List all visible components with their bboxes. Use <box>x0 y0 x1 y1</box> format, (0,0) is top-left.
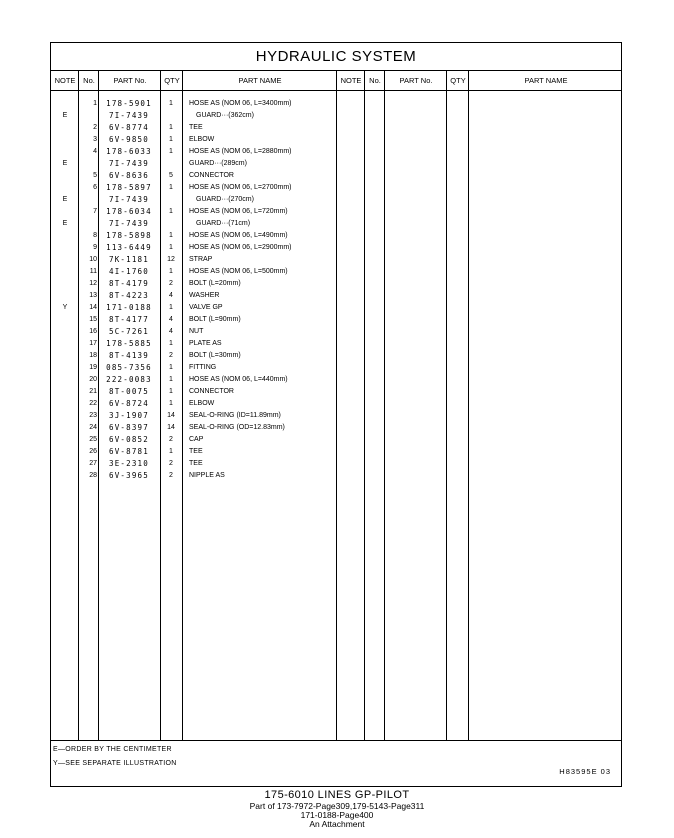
part-name: HOSE AS (NOM 06, L=490mm) <box>189 232 288 239</box>
part-name: HOSE AS (NOM 06, L=720mm) <box>189 208 288 215</box>
legend-e: E—ORDER BY THE CENTIMETER <box>53 746 172 753</box>
part-name: SEAL-O-RING (OD=12.83mm) <box>189 424 285 431</box>
quantity: 14 <box>167 424 175 431</box>
part-number: 171-0188 <box>106 303 152 312</box>
part-number: 178-6034 <box>106 207 152 216</box>
part-number: 6V-8724 <box>108 399 149 408</box>
quantity: 2 <box>169 460 173 467</box>
item-number: 28 <box>89 472 97 479</box>
part-name: GUARD···(71cm) <box>196 220 251 227</box>
quantity: 1 <box>169 184 173 191</box>
part-name: GUARD···(362cm) <box>196 112 254 119</box>
part-name: TEE <box>189 460 203 467</box>
quantity: 1 <box>169 448 173 455</box>
table-row <box>51 206 621 218</box>
table-row <box>51 290 621 302</box>
quantity: 2 <box>169 280 173 287</box>
part-number: 178-5885 <box>106 339 152 348</box>
table-row <box>51 266 621 278</box>
table-row <box>51 398 621 410</box>
item-number: 22 <box>89 400 97 407</box>
quantity: 5 <box>169 172 173 179</box>
part-number: 8T-0075 <box>108 387 149 396</box>
quantity: 14 <box>167 412 175 419</box>
part-number: 178-5897 <box>106 183 152 192</box>
part-name: HOSE AS (NOM 06, L=2900mm) <box>189 244 292 251</box>
caption-line-2: 171-0188-Page400 <box>300 810 374 820</box>
part-number: 6V-8636 <box>108 171 149 180</box>
part-number: 222-0083 <box>106 375 152 384</box>
item-number: 24 <box>89 424 97 431</box>
assembly-title: 175-6010 LINES GP-PILOT <box>264 789 410 801</box>
item-number: 4 <box>93 148 97 155</box>
note-cell: E <box>62 196 68 203</box>
table-row <box>51 122 621 134</box>
part-number: 6V-3965 <box>108 471 149 480</box>
footer-divider <box>51 740 621 741</box>
item-number: 27 <box>89 460 97 467</box>
table-row <box>51 158 621 170</box>
item-number: 5 <box>93 172 97 179</box>
table-row <box>51 194 621 206</box>
table-row <box>51 470 621 482</box>
table-row <box>51 182 621 194</box>
part-name: ELBOW <box>189 136 215 143</box>
item-number: 2 <box>93 124 97 131</box>
table-row <box>51 230 621 242</box>
note-cell: E <box>62 220 68 227</box>
quantity: 4 <box>169 316 173 323</box>
table-row <box>51 374 621 386</box>
part-number: 178-5898 <box>106 231 152 240</box>
table-row <box>51 134 621 146</box>
quantity: 1 <box>169 388 173 395</box>
quantity: 2 <box>169 436 173 443</box>
part-number: 6V-9850 <box>108 135 149 144</box>
quantity: 1 <box>169 232 173 239</box>
header-qty-2: QTY <box>450 76 466 85</box>
part-number: 7I-7439 <box>108 219 149 228</box>
part-number: 113-6449 <box>106 243 152 252</box>
item-number: 13 <box>89 292 97 299</box>
table-row <box>51 422 621 434</box>
quantity: 2 <box>169 352 173 359</box>
quantity: 2 <box>169 472 173 479</box>
table-row <box>51 410 621 422</box>
part-name: BOLT (L=30mm) <box>189 352 241 359</box>
part-name: HOSE AS (NOM 06, L=3400mm) <box>189 100 292 107</box>
quantity: 1 <box>169 100 173 107</box>
part-name: GUARD···(270cm) <box>196 196 254 203</box>
item-number: 20 <box>89 376 97 383</box>
part-name: STRAP <box>189 256 213 263</box>
part-number: 8T-4223 <box>108 291 149 300</box>
part-number: 178-5901 <box>106 99 152 108</box>
table-row <box>51 314 621 326</box>
table-row <box>51 254 621 266</box>
part-name: HOSE AS (NOM 06, L=500mm) <box>189 268 288 275</box>
part-name: ELBOW <box>189 400 215 407</box>
quantity: 1 <box>169 400 173 407</box>
part-name: CONNECTOR <box>189 388 234 395</box>
part-name: NUT <box>189 328 204 335</box>
table-row <box>51 110 621 122</box>
note-cell: Y <box>62 304 68 311</box>
table-row <box>51 446 621 458</box>
part-number: 7K-1181 <box>108 255 149 264</box>
item-number: 25 <box>89 436 97 443</box>
part-name: BOLT (L=20mm) <box>189 280 241 287</box>
quantity: 1 <box>169 148 173 155</box>
part-name: TEE <box>189 124 203 131</box>
part-name: NIPPLE AS <box>189 472 225 479</box>
part-name: HOSE AS (NOM 06, L=2700mm) <box>189 184 292 191</box>
part-name: TEE <box>189 448 203 455</box>
part-number: 6V-8781 <box>108 447 149 456</box>
part-number: 085-7356 <box>106 363 152 372</box>
part-name: HOSE AS (NOM 06, L=2880mm) <box>189 148 292 155</box>
part-number: 6V-8774 <box>108 123 149 132</box>
part-name: FITTING <box>189 364 217 371</box>
quantity: 1 <box>169 304 173 311</box>
quantity: 1 <box>169 244 173 251</box>
table-row <box>51 386 621 398</box>
part-name: PLATE AS <box>189 340 222 347</box>
caption-line-1: Part of 173-7972-Page309,179-5143-Page311 <box>249 801 425 811</box>
part-name: HOSE AS (NOM 06, L=440mm) <box>189 376 288 383</box>
part-number: 3J-1907 <box>108 411 149 420</box>
item-number: 19 <box>89 364 97 371</box>
item-number: 18 <box>89 352 97 359</box>
part-number: 4I-1760 <box>108 267 149 276</box>
note-cell: E <box>62 112 68 119</box>
item-number: 26 <box>89 448 97 455</box>
part-name: VALVE GP <box>189 304 223 311</box>
item-number: 1 <box>93 100 97 107</box>
header-part-name: PART NAME <box>238 76 282 85</box>
part-number: 8T-4177 <box>108 315 149 324</box>
item-number: 23 <box>89 412 97 419</box>
item-number: 12 <box>89 280 97 287</box>
table-row <box>51 242 621 254</box>
part-number: 7I-7439 <box>108 159 149 168</box>
note-cell: E <box>62 160 68 167</box>
part-number: 6V-0852 <box>108 435 149 444</box>
table-row <box>51 458 621 470</box>
item-number: 8 <box>93 232 97 239</box>
header-note: NOTE <box>54 76 76 85</box>
quantity: 4 <box>169 292 173 299</box>
part-number: 3E-2310 <box>108 459 149 468</box>
table-row <box>51 278 621 290</box>
caption-line-3: An Attachment <box>309 819 365 829</box>
item-number: 7 <box>93 208 97 215</box>
table-title: HYDRAULIC SYSTEM <box>51 43 621 71</box>
quantity: 1 <box>169 268 173 275</box>
quantity: 12 <box>167 256 175 263</box>
part-number: 7I-7439 <box>108 111 149 120</box>
quantity: 1 <box>169 208 173 215</box>
part-name: BOLT (L=90mm) <box>189 316 241 323</box>
header-no-2: No. <box>369 76 381 85</box>
item-number: 15 <box>89 316 97 323</box>
item-number: 3 <box>93 136 97 143</box>
item-number: 6 <box>93 184 97 191</box>
table-row <box>51 170 621 182</box>
part-number: 8T-4179 <box>108 279 149 288</box>
part-number: 7I-7439 <box>108 195 149 204</box>
item-number: 21 <box>89 388 97 395</box>
header-part-no-2: PART No. <box>399 76 433 85</box>
table-row <box>51 302 621 314</box>
header-no: No. <box>83 76 95 85</box>
item-number: 14 <box>89 304 97 311</box>
header-part-no: PART No. <box>113 76 147 85</box>
part-number: 178-6033 <box>106 147 152 156</box>
table-row <box>51 338 621 350</box>
item-number: 10 <box>89 256 97 263</box>
table-row <box>51 434 621 446</box>
part-number: 6V-8397 <box>108 423 149 432</box>
quantity: 1 <box>169 124 173 131</box>
header-part-name-2: PART NAME <box>524 76 568 85</box>
legend-y: Y—SEE SEPARATE ILLUSTRATION <box>53 760 177 767</box>
item-number: 16 <box>89 328 97 335</box>
part-name: CAP <box>189 436 204 443</box>
item-number: 11 <box>89 268 97 275</box>
quantity: 4 <box>169 328 173 335</box>
quantity: 1 <box>169 340 173 347</box>
part-number: 5C-7261 <box>108 327 149 336</box>
item-number: 17 <box>89 340 97 347</box>
header-note-2: NOTE <box>340 76 362 85</box>
part-name: GUARD···(289cm) <box>189 160 247 167</box>
table-row <box>51 350 621 362</box>
part-number: 8T-4139 <box>108 351 149 360</box>
header-qty: QTY <box>164 76 180 85</box>
table-row <box>51 146 621 158</box>
part-name: WASHER <box>189 292 220 299</box>
quantity: 1 <box>169 136 173 143</box>
item-number: 9 <box>93 244 97 251</box>
table-row <box>51 98 621 110</box>
drawing-code: H83595E 03 <box>559 767 611 776</box>
quantity: 1 <box>169 376 173 383</box>
quantity: 1 <box>169 364 173 371</box>
table-row <box>51 326 621 338</box>
part-name: CONNECTOR <box>189 172 234 179</box>
table-row <box>51 362 621 374</box>
part-name: SEAL-O-RING (ID=11.89mm) <box>189 412 281 419</box>
parts-table <box>50 42 622 787</box>
table-row <box>51 218 621 230</box>
